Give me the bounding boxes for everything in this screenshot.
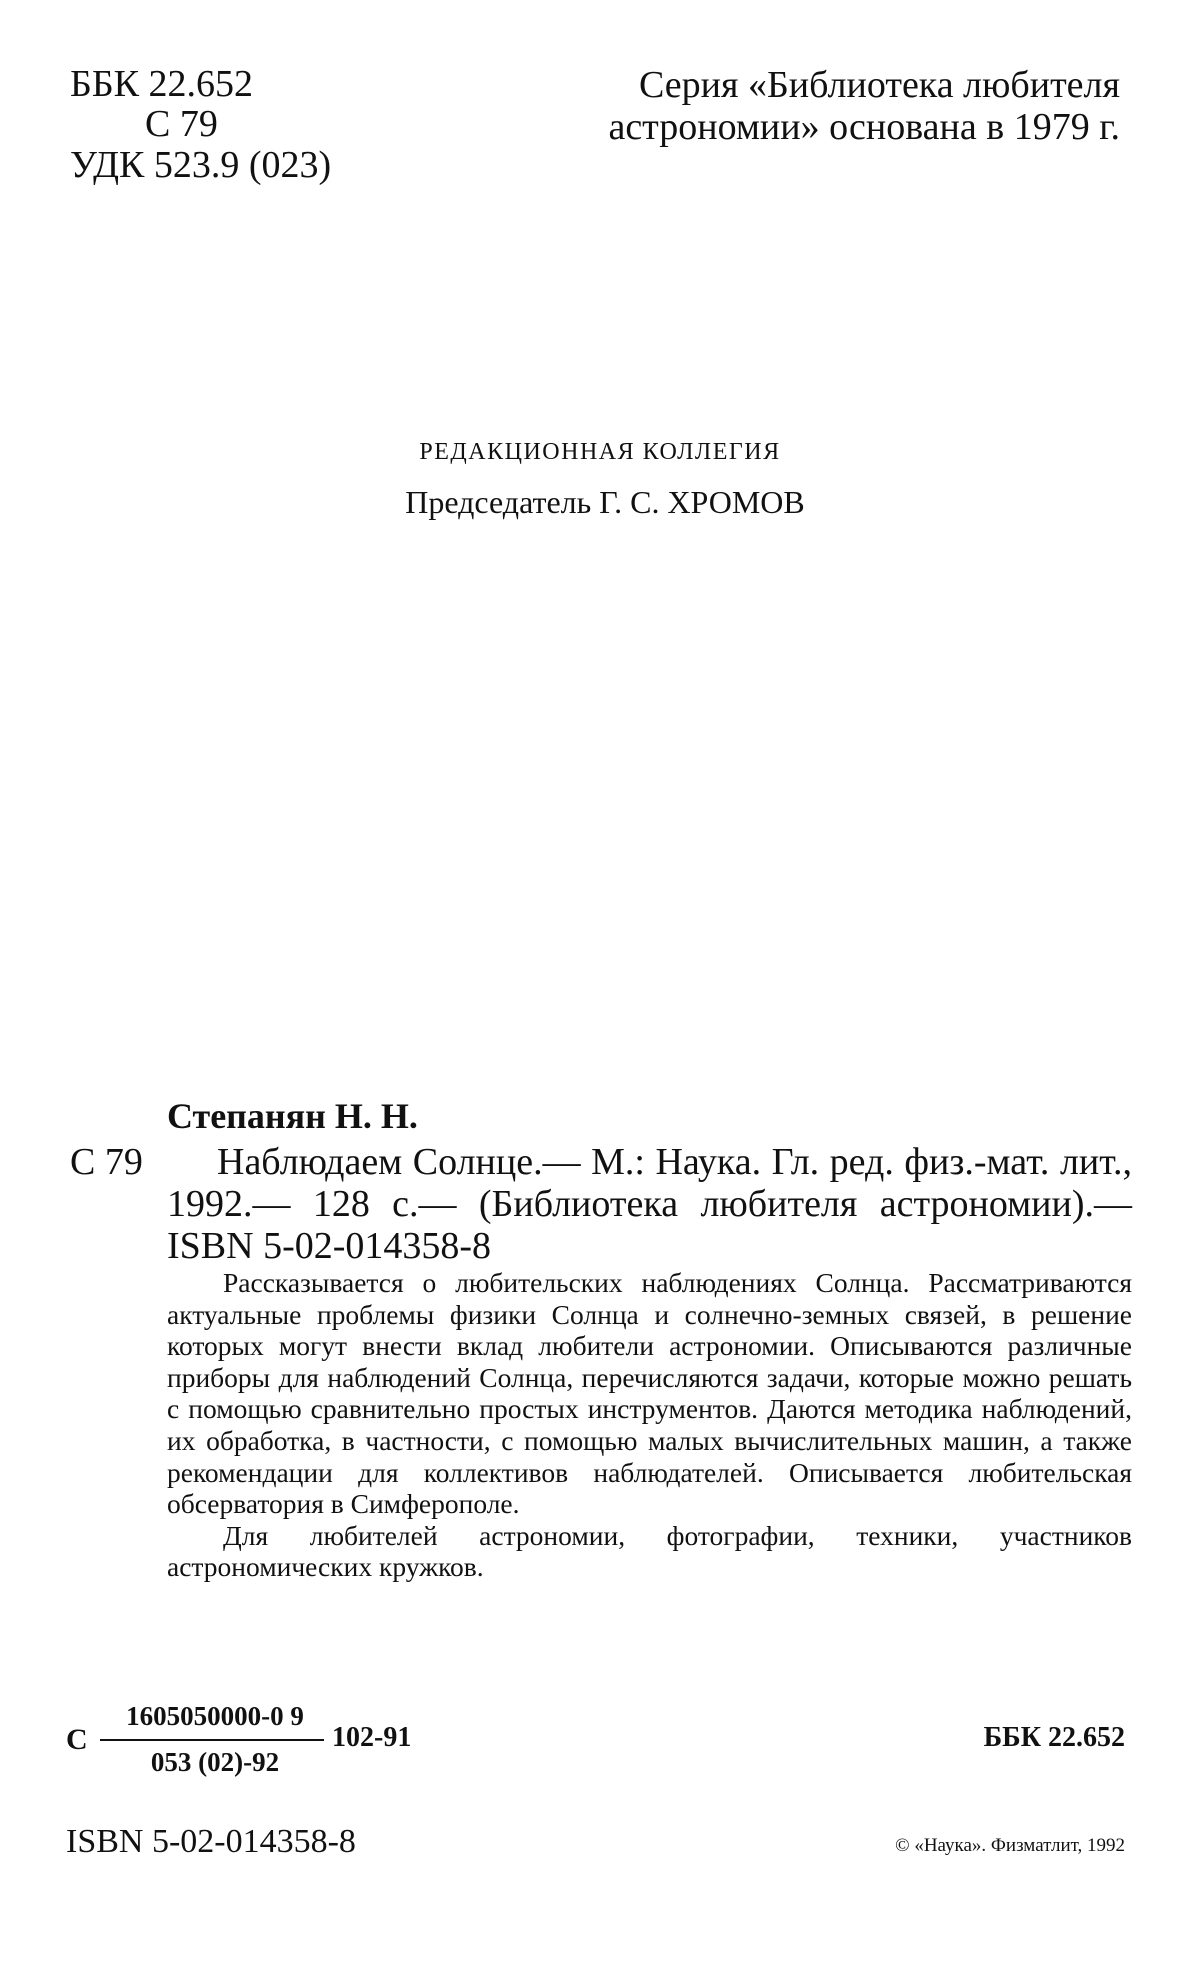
annotation-paragraph: Рассказывается о любительских наблюдениях Солнца. Рассматриваются актуальные проблемы физики Солнца и солнечно-земных связей, в решение которых могут внести вклад любители астрономии. Описываются различные приборы для наблюдений Солнца, перечисляются задачи, которые можно решать с помощью сравнительно простых инструментов. Даются методика наблюдений, их обработка, в частности, с помощью малых вычислительных машин, а также рекомендации для коллективов наблюдателей. Описывается любительская обсерватория в Симферополе.: [167, 1267, 1132, 1520]
series-note-line-1: Серия «Библиотека любителя: [639, 64, 1120, 106]
entry-description: Наблюдаем Солнце.— М.: Наука. Гл. ред. физ.-мат. лит., 1992.— 128 с.— (Библиотека любителя астрономии).— ISBN 5-02-014358-8: [167, 1141, 1132, 1267]
editorial-board-heading: РЕДАКЦИОННАЯ КОЛЛЕГИЯ: [419, 439, 781, 465]
series-note: [480, 64, 1120, 148]
series-note-line-2: астрономии» основана в 1979 г.: [608, 106, 1120, 148]
copyright-notice: © «Наука». Физматлит, 1992: [895, 1835, 1125, 1856]
entry-author: Степанян Н. Н.: [167, 1096, 418, 1136]
bbk-code-footer: ББК 22.652: [983, 1722, 1125, 1753]
formula-fraction: [100, 1701, 330, 1777]
entry-code: С 79: [70, 1141, 143, 1183]
formula-numerator: 1605050000-0 9: [126, 1701, 304, 1731]
bbk-code: ББК 22.652: [70, 63, 253, 105]
isbn: ISBN 5-02-014358-8: [66, 1823, 356, 1860]
author-mark: С 79: [145, 103, 218, 145]
fraction-bar: [100, 1739, 324, 1741]
annotation: [167, 1267, 1132, 1583]
udk-code: УДК 523.9 (023): [70, 144, 332, 186]
formula-prefix: С: [66, 1723, 88, 1756]
annotation-paragraph: Для любителей астрономии, фотографии, техники, участников астрономических кружков.: [167, 1519, 1132, 1583]
formula-suffix: 102-91: [332, 1722, 412, 1753]
editorial-board-chair: Председатель Г. С. ХРОМОВ: [405, 484, 805, 520]
formula-denominator: 053 (02)-92: [150, 1747, 280, 1777]
